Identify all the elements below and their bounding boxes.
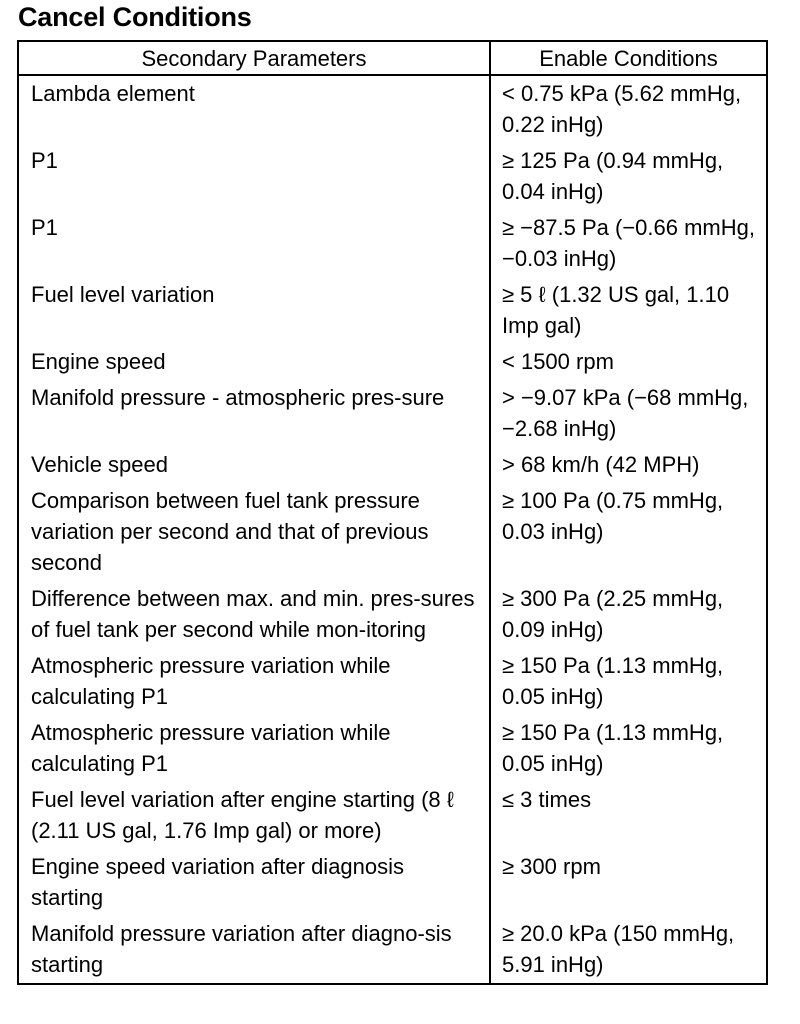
enable-condition-cell: ≥ 125 Pa (0.94 mmHg, 0.04 inHg) [490, 143, 767, 210]
enable-condition-cell: ≥ −87.5 Pa (−0.66 mmHg, −0.03 inHg) [490, 210, 767, 277]
secondary-parameter-cell: Engine speed variation after diagnosis starting [18, 849, 490, 916]
secondary-parameter-cell: Atmospheric pressure variation while calculating P1 [18, 715, 490, 782]
table-row [18, 75, 767, 143]
enable-condition-cell: > −9.07 kPa (−68 mmHg, −2.68 inHg) [490, 380, 767, 447]
enable-condition-cell: ≤ 3 times [490, 782, 767, 849]
secondary-parameter-cell: Comparison between fuel tank pressure variation per second and that of previous second [18, 483, 490, 581]
table-row [18, 715, 767, 782]
secondary-parameter-cell: P1 [18, 143, 490, 210]
secondary-parameter-cell: Vehicle speed [18, 447, 490, 483]
table-row [18, 648, 767, 715]
header-enable-conditions: Enable Conditions [490, 41, 767, 75]
enable-condition-cell: ≥ 20.0 kPa (150 mmHg, 5.91 inHg) [490, 916, 767, 984]
table-body [18, 75, 767, 984]
table-row [18, 483, 767, 581]
enable-condition-cell: ≥ 300 Pa (2.25 mmHg, 0.09 inHg) [490, 581, 767, 648]
table-row [18, 143, 767, 210]
secondary-parameter-cell: Engine speed [18, 344, 490, 380]
table-row [18, 344, 767, 380]
table-row [18, 210, 767, 277]
table-row [18, 581, 767, 648]
enable-condition-cell: < 0.75 kPa (5.62 mmHg, 0.22 inHg) [490, 75, 767, 143]
secondary-parameter-cell: Manifold pressure - atmospheric pres-sure [18, 380, 490, 447]
header-secondary-parameters: Secondary Parameters [18, 41, 490, 75]
enable-condition-cell: ≥ 5 ℓ (1.32 US gal, 1.10 Imp gal) [490, 277, 767, 344]
enable-condition-cell: ≥ 300 rpm [490, 849, 767, 916]
enable-condition-cell: ≥ 100 Pa (0.75 mmHg, 0.03 inHg) [490, 483, 767, 581]
table-row [18, 916, 767, 984]
enable-condition-cell: ≥ 150 Pa (1.13 mmHg, 0.05 inHg) [490, 648, 767, 715]
secondary-parameter-cell: Atmospheric pressure variation while calculating P1 [18, 648, 490, 715]
secondary-parameter-cell: Difference between max. and min. pres-sures of fuel tank per second while mon-itoring [18, 581, 490, 648]
secondary-parameter-cell: Fuel level variation after engine starting (8 ℓ (2.11 US gal, 1.76 Imp gal) or more) [18, 782, 490, 849]
table-header-row [18, 41, 767, 75]
page-title: Cancel Conditions [18, 2, 252, 32]
enable-condition-cell: ≥ 150 Pa (1.13 mmHg, 0.05 inHg) [490, 715, 767, 782]
secondary-parameter-cell: Fuel level variation [18, 277, 490, 344]
enable-condition-cell: < 1500 rpm [490, 344, 767, 380]
table-row [18, 380, 767, 447]
table-row [18, 277, 767, 344]
table-row [18, 782, 767, 849]
secondary-parameter-cell: P1 [18, 210, 490, 277]
cancel-conditions-table [17, 40, 768, 985]
enable-condition-cell: > 68 km/h (42 MPH) [490, 447, 767, 483]
secondary-parameter-cell: Lambda element [18, 75, 490, 143]
table-row [18, 447, 767, 483]
table-row [18, 849, 767, 916]
secondary-parameter-cell: Manifold pressure variation after diagno-sis starting [18, 916, 490, 984]
